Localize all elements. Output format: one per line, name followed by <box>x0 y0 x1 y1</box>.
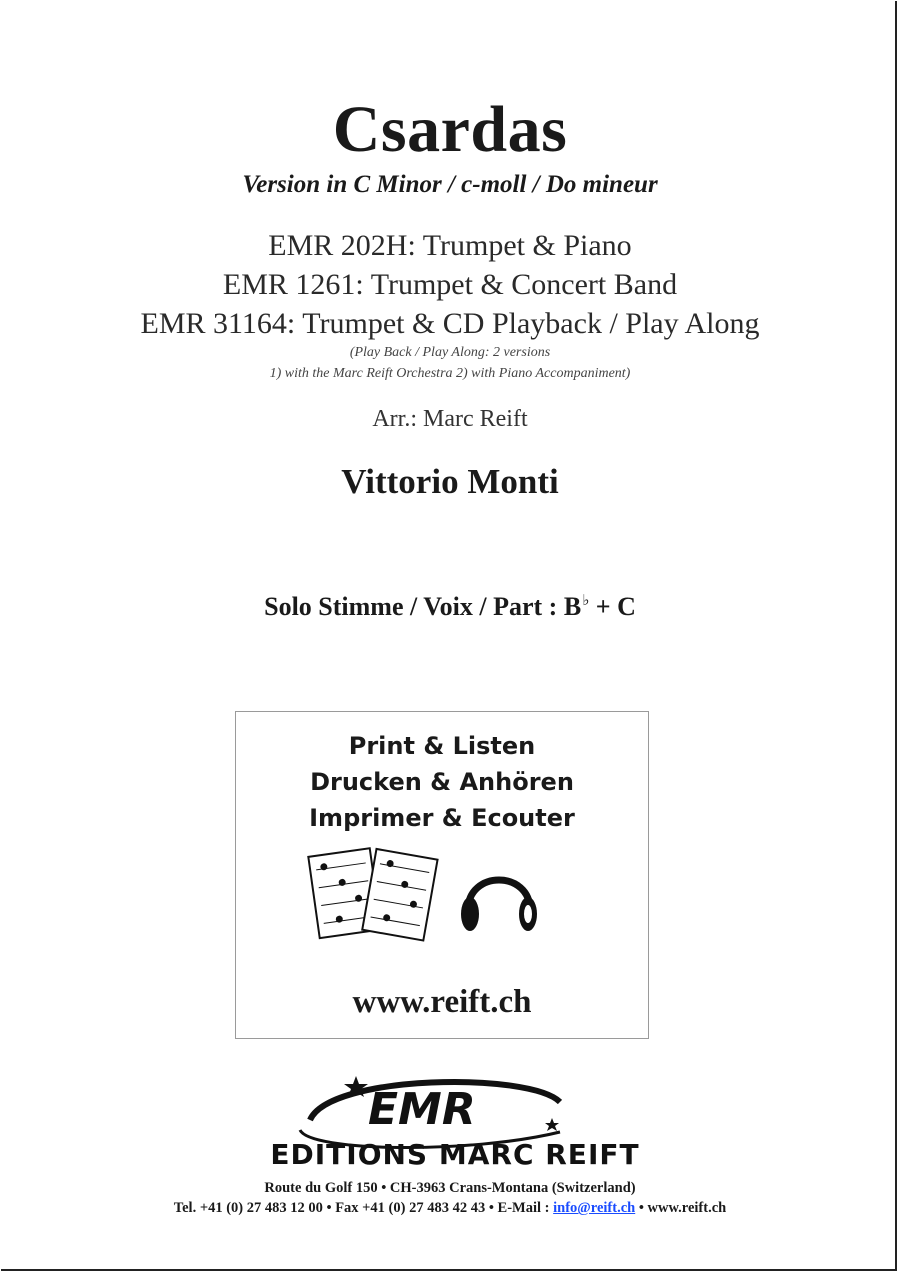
composer: Vittorio Monti <box>341 462 559 501</box>
promo-illustration <box>306 840 546 950</box>
part-label <box>0 591 900 622</box>
edition-item: EMR 202H: Trumpet & Piano <box>268 229 632 262</box>
subtitle: Version in C Minor / c-moll / Do mineur <box>242 171 658 198</box>
edition-item: EMR 1261: Trumpet & Concert Band <box>222 268 678 301</box>
part-suffix: + C <box>589 592 636 621</box>
emr-logo <box>230 1072 680 1172</box>
promo-line: Imprimer & Ecouter <box>309 804 575 832</box>
contact-prefix: Tel. +41 (0) 27 483 12 00 • Fax +41 (0) 27 483 42 43 • E-Mail : <box>173 1200 554 1216</box>
email-link[interactable]: info@reift.ch <box>553 1200 636 1216</box>
flat-symbol: ♭ <box>582 593 590 609</box>
print-listen-box[interactable] <box>235 711 649 1039</box>
playback-note <box>0 342 900 384</box>
sheet-music-icon <box>308 848 437 940</box>
promo-lines <box>236 728 648 836</box>
promo-url[interactable]: www.reift.ch <box>352 984 532 1020</box>
edition-list <box>0 226 900 343</box>
promo-line: Drucken & Anhören <box>310 768 574 796</box>
arranger: Arr.: Marc Reift <box>372 406 528 432</box>
promo-line: Print & Listen <box>348 732 536 760</box>
contact-suffix: • www.reift.ch <box>635 1200 727 1216</box>
page-title: Csardas <box>332 93 568 166</box>
headphones-icon <box>461 880 537 931</box>
logo-text: EMR <box>368 1084 476 1135</box>
edition-item: EMR 31164: Trumpet & CD Playback / Play Along <box>140 307 760 340</box>
playback-note-line: 1) with the Marc Reift Orchestra 2) with Piano Accompaniment) <box>269 366 631 381</box>
part-prefix: Solo Stimme / Voix / Part : B <box>264 592 582 621</box>
publisher-contact <box>0 1200 900 1217</box>
publisher-name: EDITIONS MARC REIFT <box>270 1138 640 1171</box>
publisher-address: Route du Golf 150 • CH-3963 Crans-Montana (Switzerland) <box>264 1180 636 1196</box>
playback-note-line: (Play Back / Play Along: 2 versions <box>349 345 551 360</box>
